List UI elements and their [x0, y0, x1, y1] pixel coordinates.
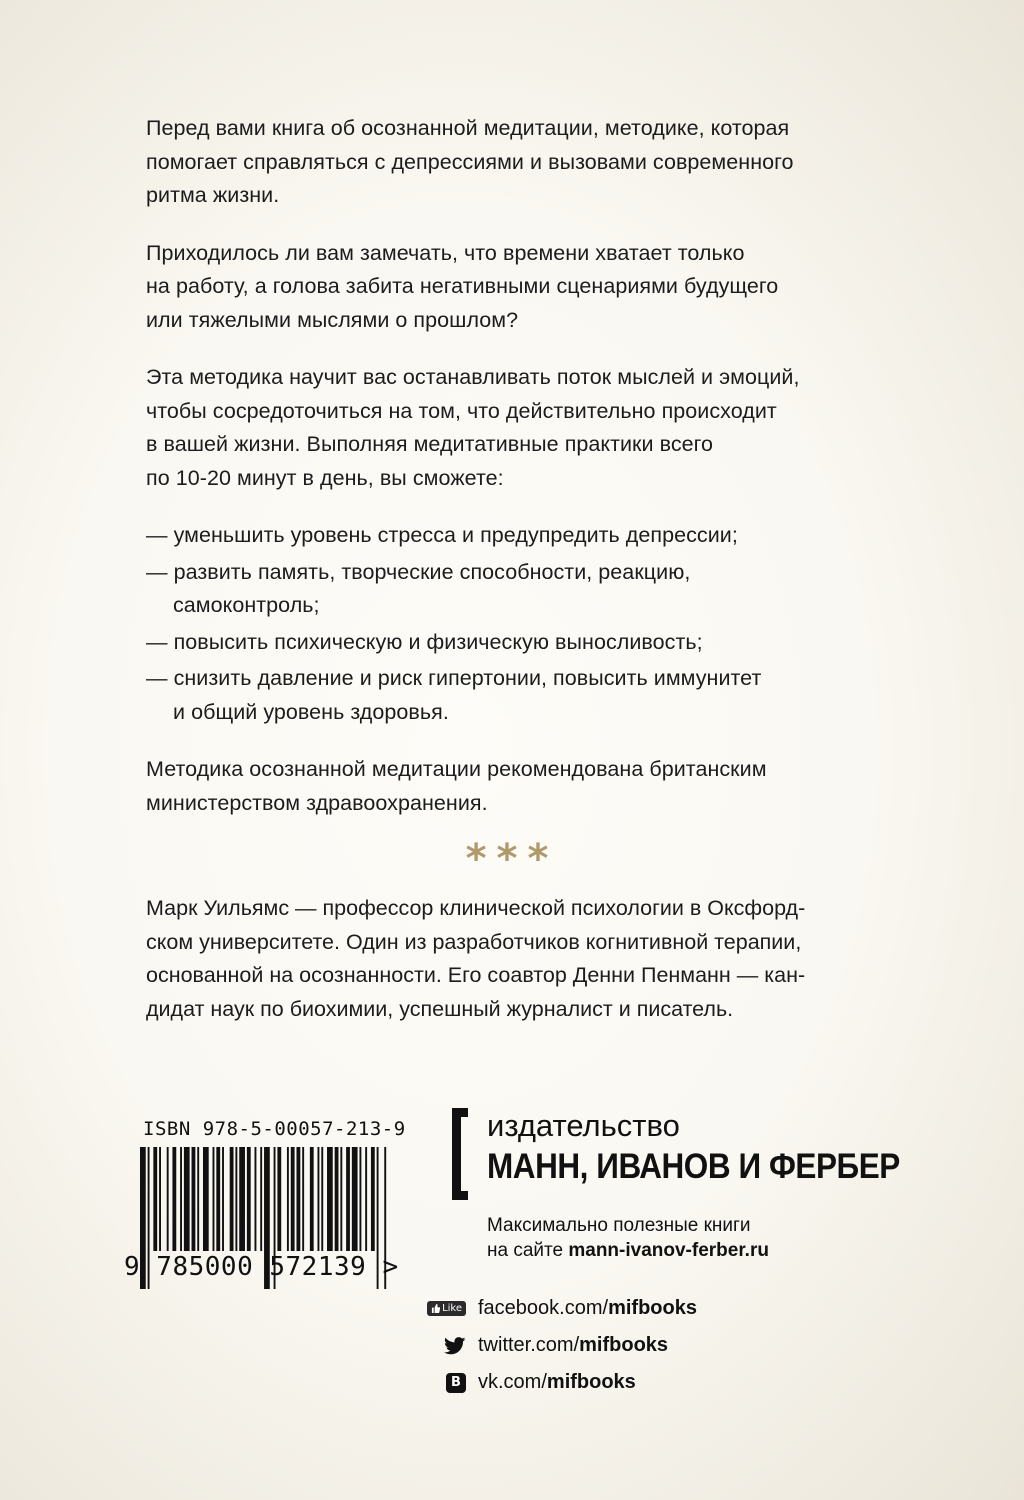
twitter-bird-icon [444, 1337, 466, 1355]
social-row-vk[interactable] [426, 1364, 846, 1401]
barcode-bar [192, 1147, 196, 1251]
barcode-bar [216, 1147, 220, 1251]
barcode-bar [287, 1147, 289, 1251]
barcode-bar [296, 1147, 300, 1251]
barcode-bar [365, 1147, 367, 1251]
publisher-bracket-icon [452, 1108, 468, 1200]
vk-icon: В [446, 1373, 466, 1393]
barcode-bar [213, 1147, 215, 1251]
barcode-bar [230, 1147, 234, 1251]
description-paragraph-4: Методика осознанной медитации рекомендована британским министерством здравоохранения. [146, 757, 767, 815]
barcode-bar [255, 1147, 257, 1251]
facebook-like-icon [427, 1301, 466, 1316]
description-paragraph-1: Перед вами книга об осознанной медитации, методике, которая помогает справляться с депрессиями и вызовами современного ритма жизни. [146, 116, 794, 207]
vk-handle: mifbooks [546, 1371, 636, 1393]
facebook-domain: facebook.com/ [478, 1297, 609, 1319]
barcode-bar [321, 1147, 323, 1251]
twitter-handle: mifbooks [579, 1334, 669, 1356]
benefit-item-3: — повысить психическую и физическую выносливость; [146, 629, 703, 654]
barcode-bar [203, 1147, 209, 1251]
tagline-line-2 [487, 1238, 769, 1263]
benefit-item-1: — уменьшить уровень стресса и предупредить депрессии; [146, 523, 738, 547]
twitter-domain: twitter.com/ [478, 1334, 580, 1356]
barcode-bar [239, 1147, 245, 1251]
social-row-facebook[interactable] [426, 1290, 846, 1327]
thumbs-up-icon [431, 1304, 440, 1313]
barcode-bar [352, 1147, 358, 1251]
publisher-website-link[interactable]: mann-ivanov-ferber.ru [568, 1240, 769, 1261]
barcode-bar [340, 1147, 342, 1251]
section-separator: *** [465, 836, 559, 882]
social-row-twitter[interactable] [426, 1327, 846, 1364]
barcode-bar [346, 1147, 350, 1251]
barcode-bar [310, 1147, 314, 1251]
publisher-tagline [487, 1213, 769, 1263]
benefit-item-2: — развить память, творческие способности, реакцию, самоконтроль; [146, 559, 691, 617]
barcode-bar [335, 1147, 339, 1251]
isbn-label: ISBN 978-5-00057-213-9 [143, 1118, 406, 1140]
facebook-like-label: Like [442, 1303, 462, 1314]
book-description [146, 112, 886, 844]
barcode-bar [197, 1147, 199, 1251]
barcode-bar [167, 1147, 169, 1251]
barcode-bar [359, 1147, 361, 1251]
barcode-bar [172, 1147, 176, 1251]
barcode-bar [159, 1147, 161, 1251]
barcode-bar [327, 1147, 333, 1251]
vk-domain: vk.com/ [478, 1371, 547, 1393]
barcode-bar [302, 1147, 304, 1251]
barcode-bar [235, 1147, 237, 1251]
author-bio: Марк Уильямс — профессор клинической психологии в Оксфорд- ском университете. Один из разработчиков когнитивной терапии, основанной на осознанности. Его соавтор Денни Пенманн — кан- дидат наук по биохимии, успешный журналист и писатель. [146, 896, 806, 1021]
description-paragraph-3: Эта методика научит вас останавливать поток мыслей и эмоций, чтобы сосредоточиться на том, что действительно происходит в вашей жизни. Выполняя медитативные практики всего по 10-20 минут в день, вы сможете: [146, 365, 800, 490]
publisher-kicker: издательство [487, 1108, 680, 1143]
barcode-bar [180, 1147, 182, 1251]
barcode-bar [247, 1147, 251, 1251]
benefits-list [146, 519, 886, 729]
barcode-bar [371, 1147, 375, 1251]
barcode-bar [291, 1147, 295, 1251]
barcode-bar [277, 1147, 281, 1251]
tagline-line-1: Максимально полезные книги [487, 1215, 751, 1236]
publisher-name: МАНН, ИВАНОВ И ФЕРБЕР [487, 1147, 900, 1186]
facebook-handle: mifbooks [608, 1297, 697, 1319]
barcode-digits: 9 785000 572139 > [124, 1252, 399, 1282]
barcode-bar [184, 1147, 190, 1251]
barcode-bar [222, 1147, 224, 1251]
social-links [426, 1290, 846, 1401]
tagline-prefix: на сайте [487, 1240, 569, 1261]
barcode-bar [153, 1147, 157, 1251]
barcode-bar [317, 1147, 319, 1251]
barcode-bar [260, 1147, 262, 1251]
description-paragraph-2: Приходилось ли вам замечать, что времени хватает только на работу, а голова забита негативными сценариями будущего или тяжелыми мыслями о прошлом? [146, 240, 779, 332]
benefit-item-4: — снизить давление и риск гипертонии, повысить иммунитет и общий уровень здоровья. [146, 666, 762, 724]
